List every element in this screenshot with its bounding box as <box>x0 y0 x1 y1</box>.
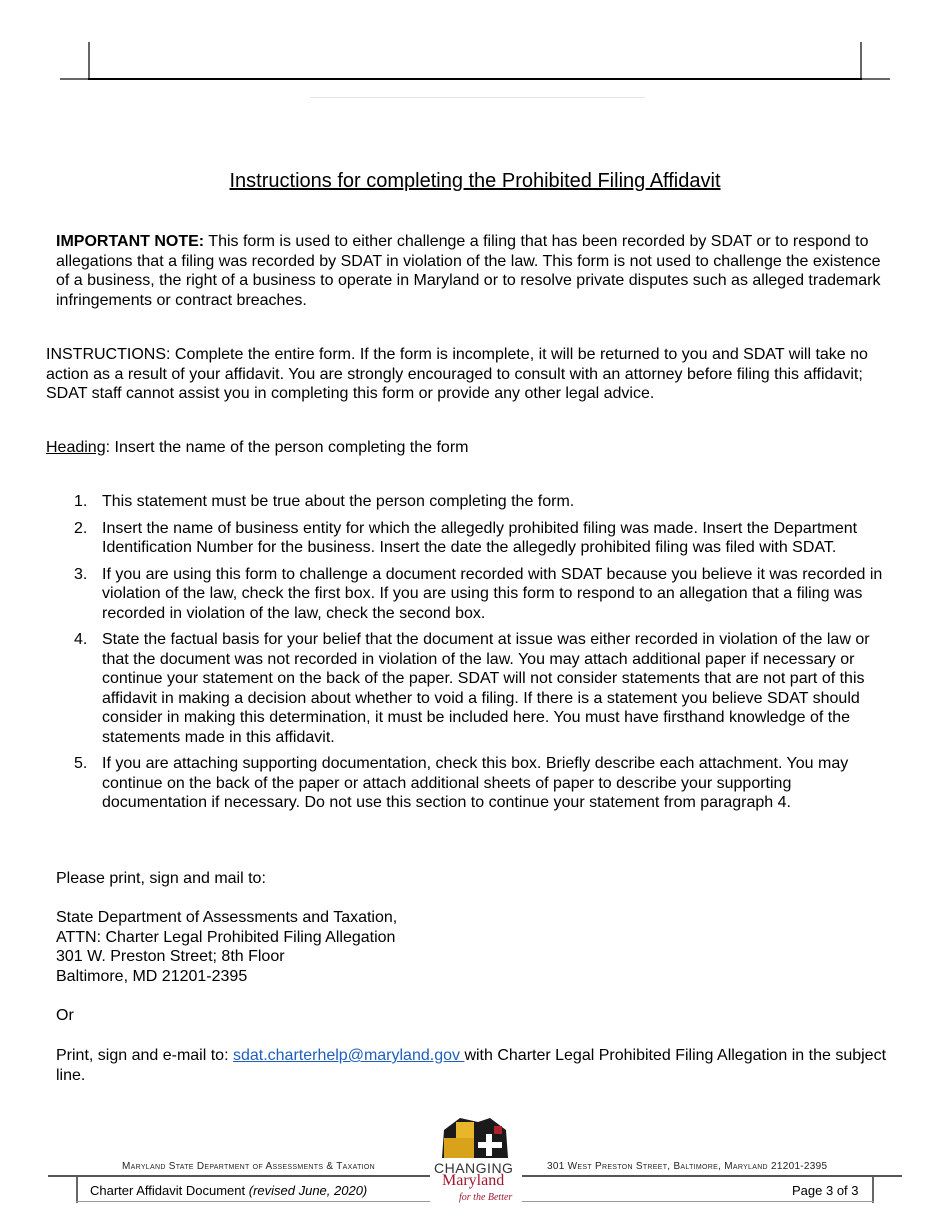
list-item-number: 2. <box>74 519 88 537</box>
heading-instruction <box>46 438 896 458</box>
flag-gold-block <box>444 1138 474 1158</box>
address-line: Baltimore, MD 21201-2395 <box>56 967 248 985</box>
email-instruction <box>56 1046 896 1085</box>
footer-rule-right <box>522 1175 902 1177</box>
crop-mark-left-vertical <box>88 42 90 78</box>
email-link[interactable]: sdat.charterhelp@maryland.gov <box>232 1047 465 1064</box>
list-item-number: 1. <box>74 493 88 510</box>
flag-red-accent <box>494 1126 502 1134</box>
list-item-number: 5. <box>74 755 88 772</box>
list-item-text: This statement must be true about the person completing the form. <box>102 493 575 510</box>
list-item <box>74 630 898 747</box>
or-separator: Or <box>56 1007 74 1024</box>
list-item-text: Insert the name of business entity for which the allegedly prohibited filing was made. Insert the Department Identification Number for the business. Insert the date the allegedly prohibited filing was filed with SDAT. <box>102 519 858 556</box>
important-note <box>56 232 896 310</box>
footer-street: 301 West Preston Street, Baltimore, Maryland 21201-2395 <box>547 1161 828 1172</box>
heading-label: Heading <box>46 439 106 456</box>
header-rule <box>88 78 862 80</box>
logo-better-text: for the Better <box>459 1192 513 1203</box>
list-item-number: 4. <box>74 631 88 648</box>
list-item-text: If you are attaching supporting documentation, check this box. Briefly describe each attachment. You may continue on the back of the paper or attach additional sheets of paper to describe your supporting documentation if necessary. Do not use this section to continue your statement from paragraph 4. <box>102 755 849 811</box>
doc-name: Charter Affidavit Document <box>90 1183 246 1198</box>
flag-cross-horizontal <box>478 1142 502 1148</box>
list-item-text: If you are using this form to challenge a document recorded with SDAT because you believe it was recorded in violation of the law, check the first box. If you are using this form to respond to an allegation that a filing was recorded in violation of the law, check the second box. <box>102 565 883 622</box>
important-note-label: IMPORTANT NOTE: <box>56 233 205 250</box>
faint-header-trace <box>310 97 645 98</box>
changing-maryland-logo <box>430 1116 522 1202</box>
email-suffix: with Charter Legal Prohibited Filing Allegation in the subject line. <box>56 1047 887 1084</box>
list-item <box>74 519 898 558</box>
list-item-number: 3. <box>74 565 88 583</box>
maryland-flag-emblem <box>430 1116 522 1158</box>
logo-changing-text: CHANGING <box>434 1160 514 1176</box>
mail-intro: Please print, sign and mail to: <box>56 870 266 887</box>
email-prefix: Print, sign and e-mail to: <box>56 1047 233 1064</box>
footer-document-name <box>90 1183 367 1199</box>
crop-mark-right-vertical <box>860 42 862 78</box>
page-title: Instructions for completing the Prohibited Filing Affidavit <box>229 170 721 192</box>
address-line: State Department of Assessments and Taxation, <box>56 909 398 926</box>
mailing-address <box>56 908 896 986</box>
logo-maryland-text: Maryland <box>442 1172 505 1189</box>
instruction-list <box>74 492 898 820</box>
page-number: Page 3 of 3 <box>792 1183 859 1198</box>
important-note-text: This form is used to either challenge a filing that has been recorded by SDAT or to respond to allegations that a filing was recorded by SDAT in violation of the law. This form is not used to challenge the existence of a business, the right of a business to operate in Maryland or to resolve private disputes such as alleged trademark infringements or contract breaches. <box>56 233 881 309</box>
crop-mark-left-horizontal <box>60 78 88 80</box>
footer-box-right <box>872 1177 874 1203</box>
footer-agency: Maryland State Department of Assessments & Taxation <box>122 1161 375 1172</box>
flag-gold-upper <box>456 1122 474 1138</box>
address-line: ATTN: Charter Legal Prohibited Filing Allegation <box>56 928 396 946</box>
list-item <box>74 565 898 624</box>
address-line: 301 W. Preston Street; 8th Floor <box>56 948 285 965</box>
crop-mark-right-horizontal <box>862 78 890 80</box>
list-item-text: State the factual basis for your belief that the document at issue was either recorded in violation of the law or that the document was not recorded in violation of the law. You may attach additional paper if necessary or continue your statement on the back of the paper. SDAT will not consider statements that are not part of this affidavit in making a decision about whether to void a filing. If there is a statement you believe SDAT should consider in making this determination, it must be included here. You must have firsthand knowledge of the statements made in this affidavit. <box>102 631 870 746</box>
list-item <box>74 492 898 512</box>
instructions-paragraph: INSTRUCTIONS: Complete the entire form. If the form is incomplete, it will be returned to you and SDAT will take no action as a result of your affidavit. You are strongly encouraged to consult with an attorney before filing this affidavit; SDAT staff cannot assist you in completing this form or provide any other legal advice. <box>46 346 868 402</box>
doc-revised: (revised June, 2020) <box>248 1183 368 1198</box>
footer-box-bottom-left <box>76 1201 430 1202</box>
heading-text: : Insert the name of the person completing the form <box>105 439 469 456</box>
footer-rule-left <box>48 1175 430 1177</box>
footer-box-left <box>76 1177 78 1203</box>
footer-box-bottom-right <box>522 1201 874 1202</box>
list-item <box>74 754 898 813</box>
